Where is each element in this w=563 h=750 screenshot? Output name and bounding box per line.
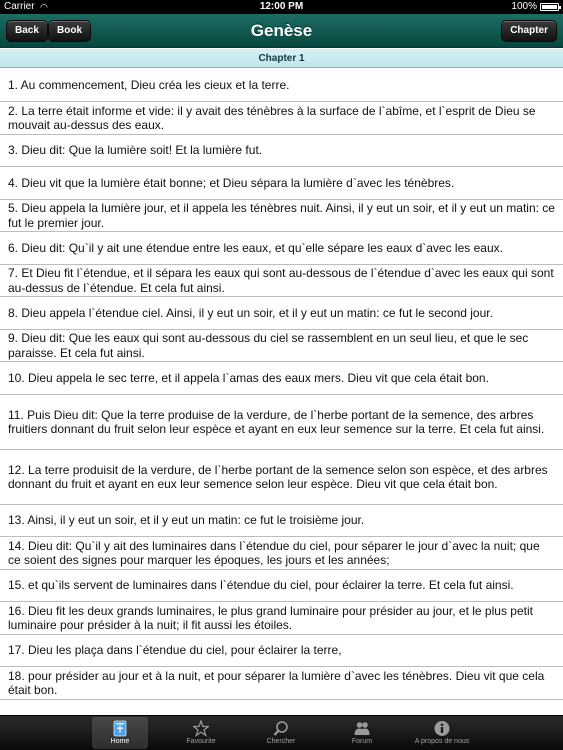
verse-row[interactable]: 16. Dieu fit les deux grands luminaires, le plus grand luminaire pour présider au jour, et le plus petit luminaire pour présider à la nuit; il fit aussi les étoiles.	[0, 602, 563, 635]
chapter-header: Chapter 1	[0, 49, 563, 68]
chapter-button[interactable]: Chapter	[501, 20, 557, 42]
star-icon	[193, 720, 209, 737]
tab-label: Home	[110, 738, 130, 745]
info-icon	[434, 720, 450, 737]
book-icon	[112, 720, 128, 737]
wifi-icon: ◠	[40, 2, 48, 12]
tab-label: A propos de nous	[414, 738, 470, 745]
verse-row[interactable]: 14. Dieu dit: Qu`il y ait des luminaires dans l`étendue du ciel, pour séparer le jour d`avec la nuit; que ce soient des signes pour marquer les époques, les jours et les années;	[0, 537, 563, 570]
verse-row[interactable]: 3. Dieu dit: Que la lumière soit! Et la lumière fut.	[0, 135, 563, 167]
verse-row[interactable]: 17. Dieu les plaça dans l`étendue du ciel, pour éclairer la terre,	[0, 635, 563, 667]
verse-row[interactable]: 5. Dieu appela la lumière jour, et il appela les ténèbres nuit. Ainsi, il y eut un soir, et il y eut un matin: ce fut le premier jour.	[0, 200, 563, 232]
verse-row[interactable]: 6. Dieu dit: Qu`il y ait une étendue entre les eaux, et qu`elle sépare les eaux d`avec les eaux.	[0, 232, 563, 265]
verse-row[interactable]: 2. La terre était informe et vide: il y avait des ténèbres à la surface de l`abîme, et l`esprit de Dieu se mouvait au-dessus des eaux.	[0, 102, 563, 135]
tab-forum[interactable]	[334, 717, 390, 749]
status-bar	[0, 0, 563, 14]
tab-a-propos[interactable]	[414, 717, 470, 749]
verse-row[interactable]: 13. Ainsi, il y eut un soir, et il y eut un matin: ce fut le troisième jour.	[0, 505, 563, 537]
verse-row[interactable]: 4. Dieu vit que la lumière était bonne; et Dieu sépara la lumière d`avec les ténèbres.	[0, 167, 563, 200]
page-title: Genèse	[250, 21, 313, 40]
verse-row[interactable]: 7. Et Dieu fit l`étendue, et il sépara les eaux qui sont au-dessous de l`étendue d`avec les eaux qui sont au-dessus de l`étendue. Et cela fut ainsi.	[0, 265, 563, 297]
battery-icon	[540, 3, 559, 11]
clock: 12:00 PM	[259, 1, 304, 12]
tab-label: Favourite	[186, 738, 216, 745]
back-button[interactable]: Back	[6, 20, 48, 42]
tab-label: Chercher	[266, 738, 296, 745]
verse-row[interactable]: 12. La terre produisit de la verdure, de l`herbe portant de la semence selon son espèce, et des arbres donnant du fruit et ayant en eux leur semence selon leur espèce. Dieu vit que cela était bon.	[0, 450, 563, 505]
verse-list[interactable]	[0, 69, 563, 715]
book-button[interactable]: Book	[48, 20, 91, 42]
verse-row[interactable]: 1. Au commencement, Dieu créa les cieux et la terre.	[0, 69, 563, 102]
battery-percent: 100%	[511, 1, 537, 12]
verse-row[interactable]: 11. Puis Dieu dit: Que la terre produise de la verdure, de l`herbe portant de la semence, des arbres fruitiers donnant du fruit selon leur espèce et ayant en eux leur semence sur la terre. Et cela fut ainsi.	[0, 395, 563, 450]
navigation-bar	[0, 14, 563, 48]
verse-row[interactable]: 18. pour présider au jour et à la nuit, et pour séparer la lumière d`avec les ténèbres. Dieu vit que cela était bon.	[0, 667, 563, 700]
verse-row[interactable]: 8. Dieu appela l`étendue ciel. Ainsi, il y eut un soir, et il y eut un matin: ce fut le second jour.	[0, 297, 563, 330]
people-icon	[354, 720, 370, 737]
tab-bar	[0, 715, 563, 750]
verse-row[interactable]: 15. et qu`ils servent de luminaires dans l`étendue du ciel, pour éclairer la terre. Et cela fut ainsi.	[0, 570, 563, 602]
verse-row[interactable]: 9. Dieu dit: Que les eaux qui sont au-dessous du ciel se rassemblent en un seul lieu, et que le sec paraisse. Et cela fut ainsi.	[0, 330, 563, 362]
carrier-label: Carrier	[4, 1, 35, 12]
tab-favourite[interactable]	[173, 717, 229, 749]
tab-home[interactable]	[92, 717, 148, 749]
tab-label: Forum	[351, 738, 373, 745]
tab-chercher[interactable]	[253, 717, 309, 749]
magnifier-icon	[273, 720, 289, 737]
verse-row[interactable]: 10. Dieu appela le sec terre, et il appela l`amas des eaux mers. Dieu vit que cela était bon.	[0, 362, 563, 395]
